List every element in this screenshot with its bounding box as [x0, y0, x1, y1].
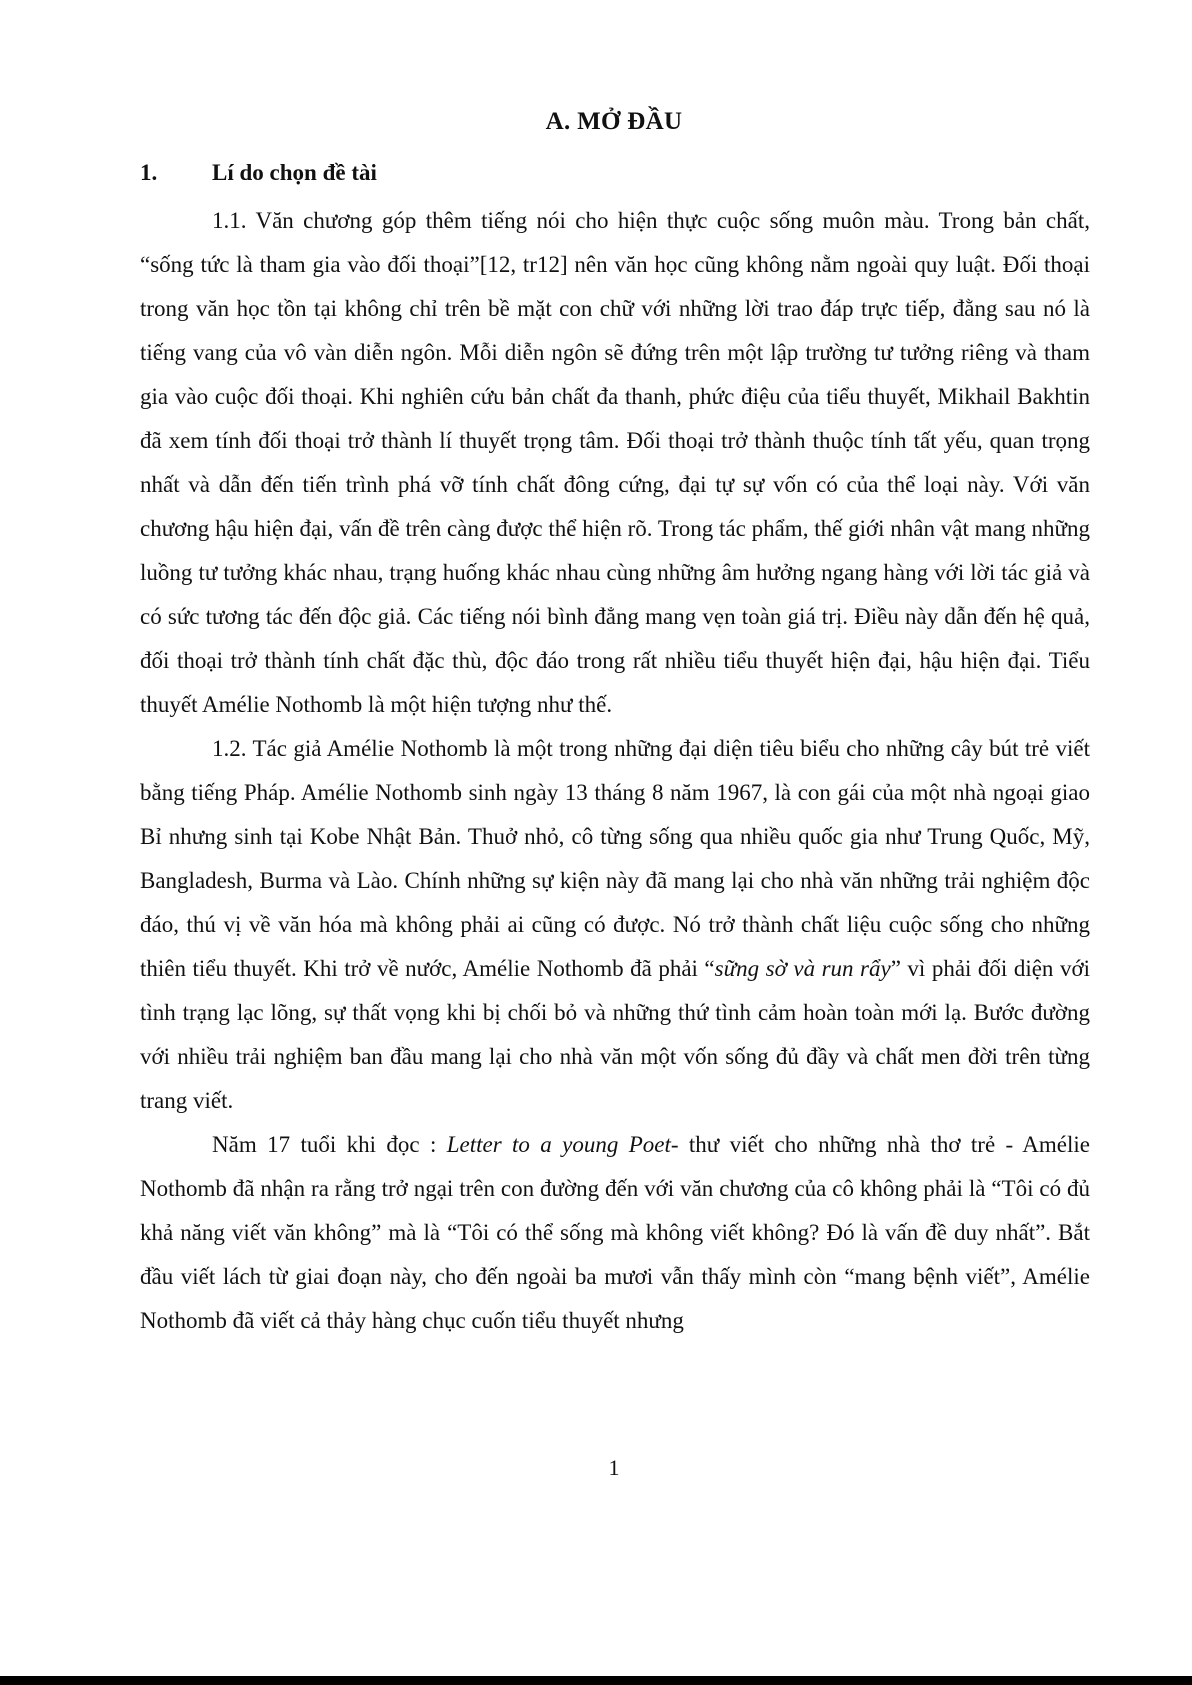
paragraph-1-1 [140, 199, 1090, 727]
italic-book-title: Letter to a young Poet [446, 1132, 671, 1157]
body-text [140, 199, 1090, 1343]
paragraph-text: - thư viết cho những nhà thơ trẻ - Amélie Nothomb đã nhận ra rằng trở ngại trên con đường đến với văn chương của cô không phải là “Tôi có đủ khả năng viết văn không” mà là “Tôi có thể sống mà không viết không? Đó là vấn đề duy nhất”. Bắt đầu viết lách từ giai đoạn này, cho đến ngoài ba mươi vẫn thấy mình còn “mang bệnh viết”, Amélie Nothomb đã viết cả thảy hàng chục cuốn tiểu thuyết nhưng [140, 1132, 1090, 1333]
paragraph-text: 1.2. Tác giả Amélie Nothomb là một trong những đại diện tiêu biểu cho những cây bút trẻ viết bằng tiếng Pháp. Amélie Nothomb sinh ngày 13 tháng 8 năm 1967, là con gái của một nhà ngoại giao Bỉ nhưng sinh tại Kobe Nhật Bản. Thuở nhỏ, cô từng sống qua nhiều quốc gia như Trung Quốc, Mỹ, Bangladesh, Burma và Lào. Chính những sự kiện này đã mang lại cho nhà văn những trải nghiệm độc đáo, thú vị về văn hóa mà không phải ai cũng có được. Nó trở thành chất liệu cuộc sống cho những thiên tiểu thuyết. Khi trở về nước, Amélie Nothomb đã phải “ [140, 736, 1090, 981]
document-title: A. MỞ ĐẦU [545, 108, 683, 135]
paragraph-3 [140, 1123, 1090, 1343]
paragraph-text: 1.1. Văn chương góp thêm tiếng nói cho hiện thực cuộc sống muôn màu. Trong bản chất, “sống tức là tham gia vào đối thoại”[12, tr12] nên văn học cũng không nằm ngoài quy luật. Đối thoại trong văn học tồn tại không chỉ trên bề mặt con chữ với những lời trao đáp trực tiếp, đằng sau nó là tiếng vang của vô vàn diễn ngôn. Mỗi diễn ngôn sẽ đứng trên một lập trường tư tưởng riêng và tham gia vào cuộc đối thoại. Khi nghiên cứu bản chất đa thanh, phức điệu của tiểu thuyết, Mikhail Bakhtin đã xem tính đối thoại trở thành lí thuyết trọng tâm. Đối thoại trở thành thuộc tính tất yếu, quan trọng nhất và dẫn đến tiến trình phá vỡ tính chất đông cứng, đại tự sự vốn có của thể loại này. Với văn chương hậu hiện đại, vấn đề trên càng được thể hiện rõ. Trong tác phẩm, thế giới nhân vật mang những luồng tư tưởng khác nhau, trạng huống khác nhau cùng những âm hưởng ngang hàng với lời tác giả và có sức tương tác đến độc giả. Các tiếng nói bình đẳng mang vẹn toàn giá trị. Điều này dẫn đến hệ quả, đối thoại trở thành tính chất đặc thù, độc đáo trong rất nhiều tiểu thuyết hiện đại, hậu hiện đại. Tiểu thuyết Amélie Nothomb là một hiện tượng như thế. [140, 208, 1090, 717]
paragraph-1-2 [140, 727, 1090, 1123]
bottom-edge-bar [0, 1676, 1192, 1685]
section-number: 1. [140, 160, 158, 185]
italic-quote: sững sờ và run rẩy [714, 956, 891, 981]
paragraph-text: ” vì phải đối diện với tình trạng lạc lõng, sự thất vọng khi bị chối bỏ và những thứ tình cảm hoàn toàn mới lạ. Bước đường với nhiều trải nghiệm ban đầu mang lại cho nhà văn một vốn sống đủ đầy và chất men đời trên từng trang viết. [140, 956, 1090, 1113]
section-heading-text: Lí do chọn đề tài [212, 160, 377, 185]
paragraph-text: Năm 17 tuổi khi đọc : [212, 1132, 447, 1157]
page-number: 1 [608, 1455, 620, 1480]
section-heading [140, 160, 377, 186]
